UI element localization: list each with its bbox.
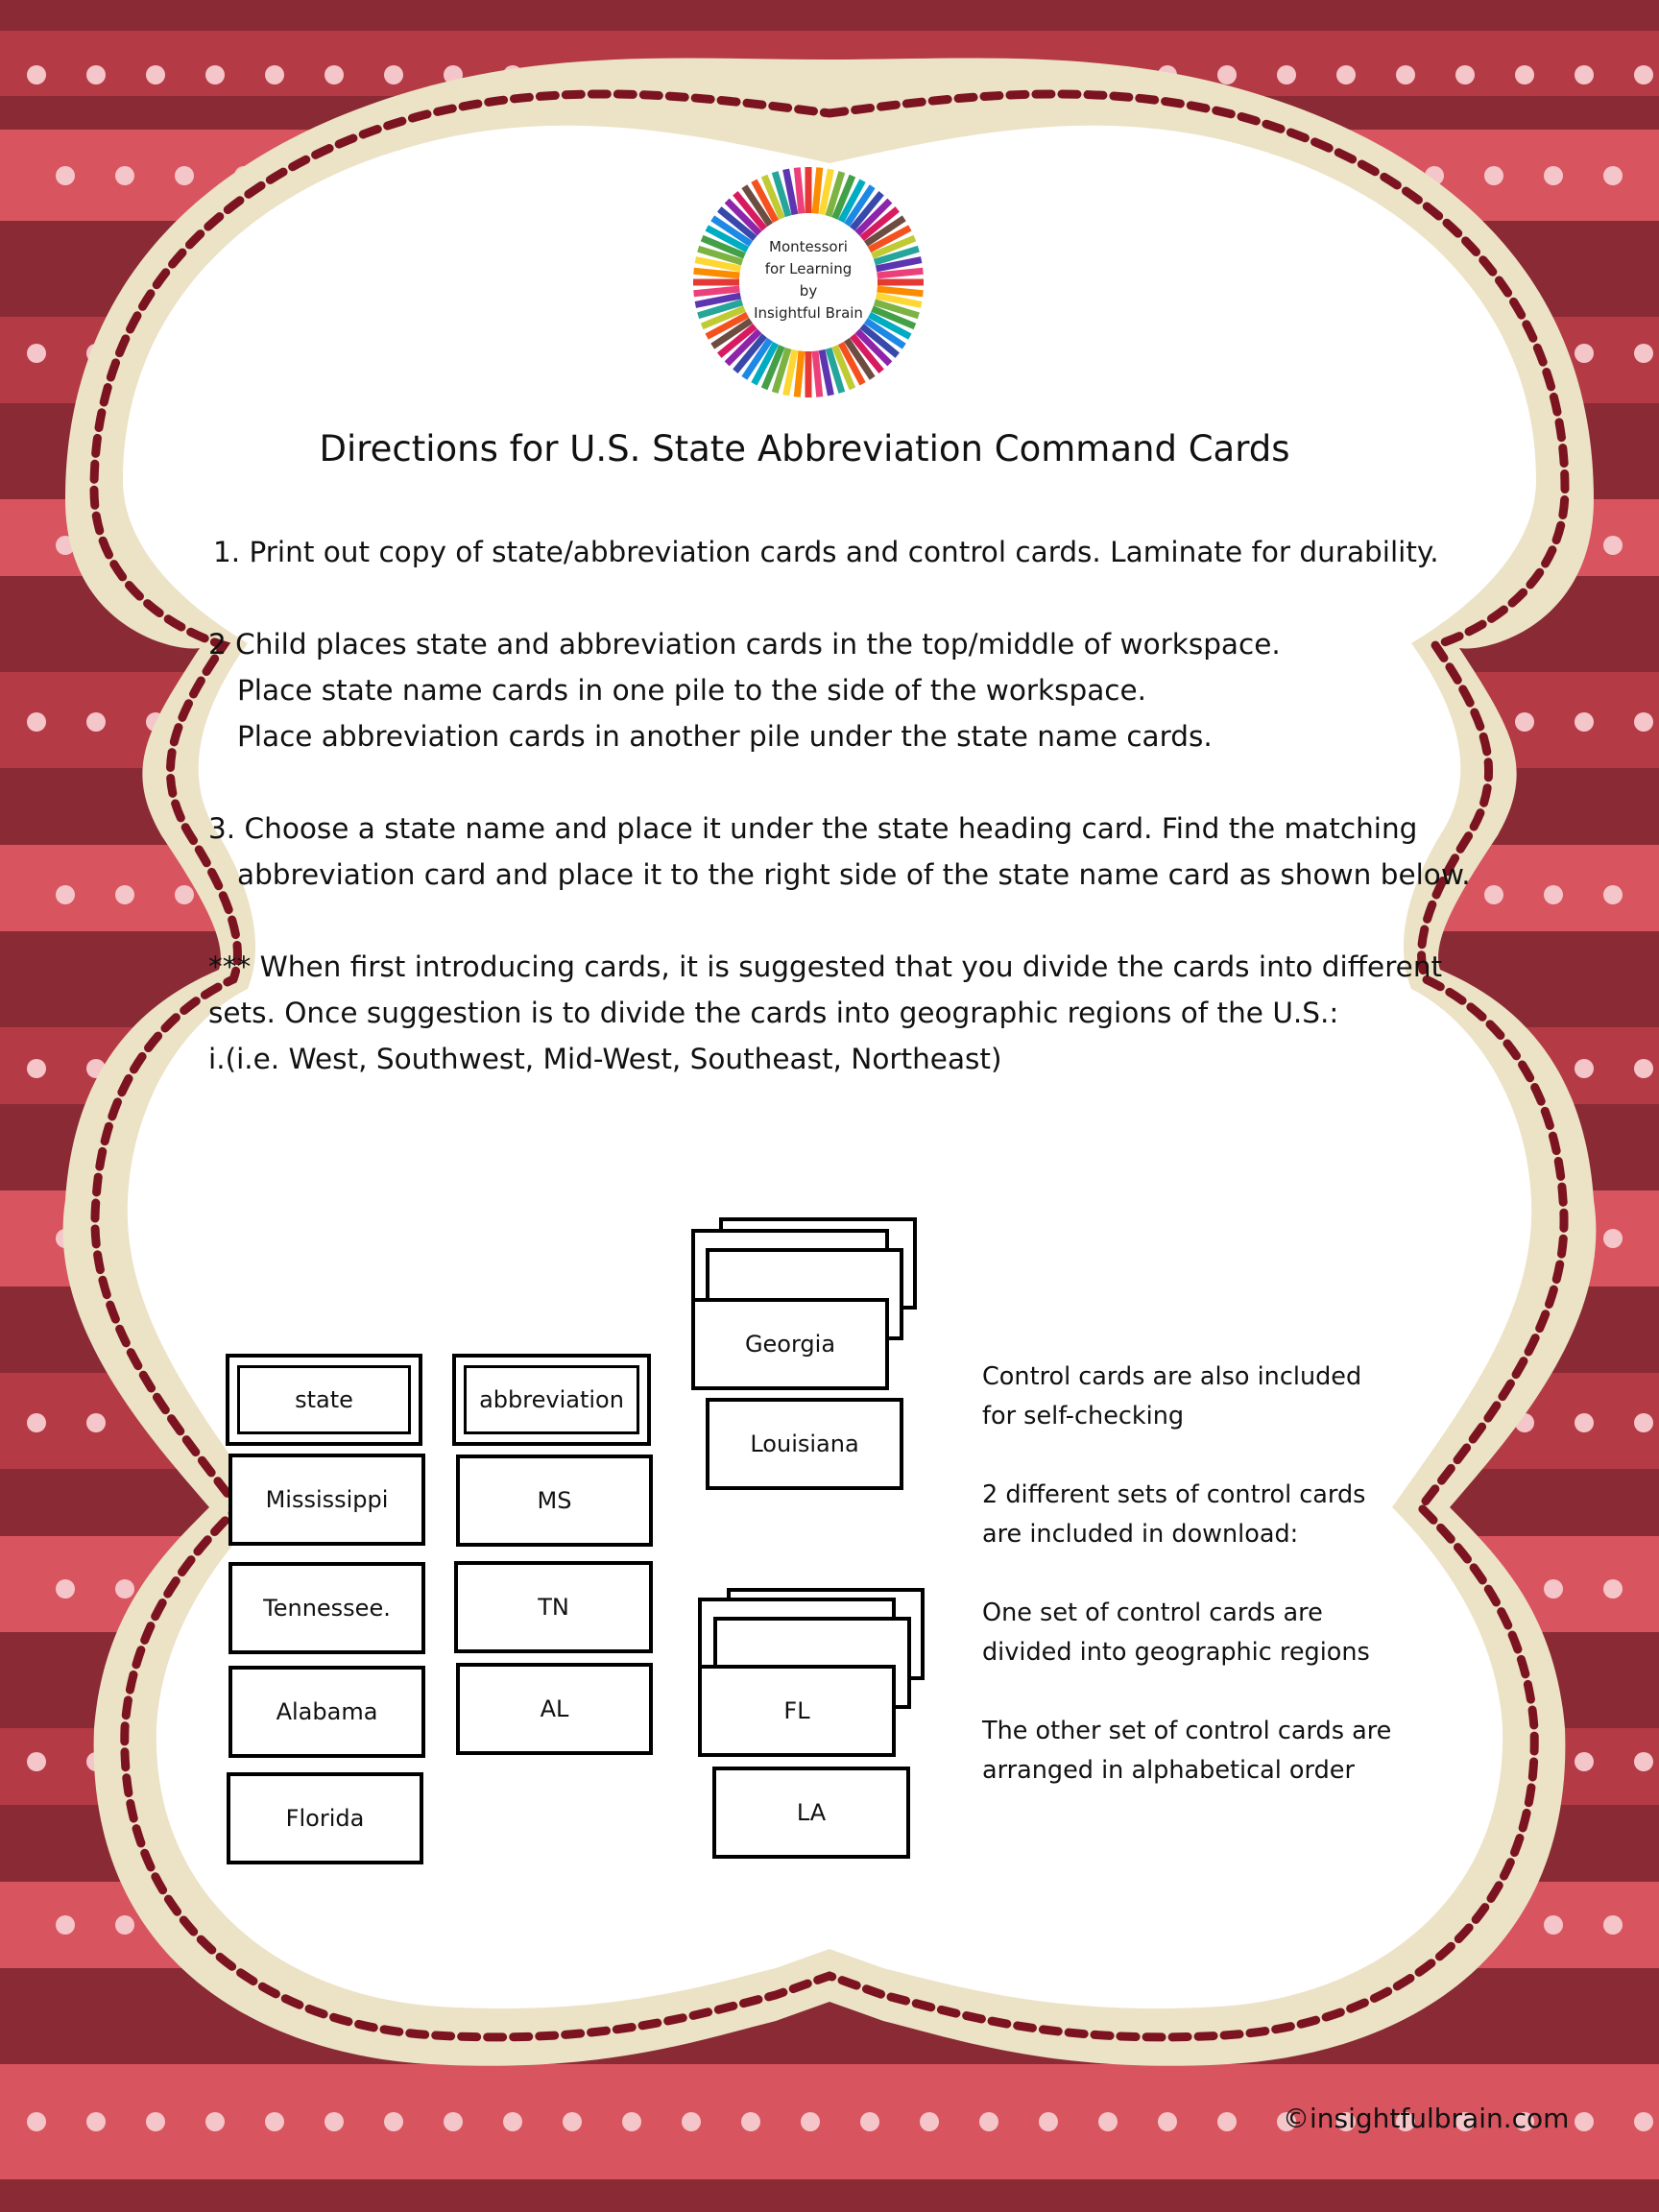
abbreviation-card (454, 1561, 653, 1653)
note-line: divided into geographic regions (982, 1638, 1370, 1667)
polka-dot (1396, 65, 1415, 84)
page-title: Directions for U.S. State Abbreviation Command Cards (319, 428, 1290, 469)
logo-line: Insightful Brain (754, 304, 863, 322)
note-line: The other set of control cards are (982, 1717, 1392, 1745)
polka-dot (175, 885, 194, 904)
polka-dot (1575, 712, 1594, 732)
state-stack-card (706, 1398, 903, 1490)
polka-dot (563, 2112, 582, 2131)
polka-dot (205, 65, 225, 84)
direction-line: abbreviation card and place it to the right side of the state name card as shown below. (237, 858, 1471, 891)
polka-dot (86, 712, 106, 732)
direction-line: 1. Print out copy of state/abbreviation cards and control cards. Laminate for durability. (213, 536, 1439, 568)
card-label: Louisiana (750, 1431, 859, 1457)
polka-dot (56, 885, 75, 904)
polka-dot (27, 1752, 46, 1771)
polka-dot (56, 166, 75, 185)
card-label: Georgia (744, 1331, 836, 1358)
polka-dot (1158, 2112, 1177, 2131)
polka-dot (1515, 65, 1534, 84)
polka-dot (384, 2112, 403, 2131)
polka-dot (682, 2112, 701, 2131)
polka-dot (1484, 885, 1503, 904)
polka-dot (1544, 885, 1563, 904)
polka-dot (27, 2112, 46, 2131)
background-stripe (0, 0, 1659, 31)
polka-dot (86, 2112, 106, 2131)
polka-dot (1575, 1413, 1594, 1432)
polka-dot (146, 2112, 165, 2131)
polka-dot (1603, 1579, 1623, 1599)
polka-dot (1603, 1229, 1623, 1248)
card-label: state (295, 1386, 353, 1413)
polka-dot (1217, 2112, 1237, 2131)
polka-dot (1575, 1059, 1594, 1078)
polka-dot (1544, 166, 1563, 185)
polka-dot (979, 2112, 998, 2131)
polka-dot (175, 166, 194, 185)
polka-dot (622, 2112, 641, 2131)
polka-dot (1575, 2112, 1594, 2131)
control-note (982, 1476, 1365, 1554)
polka-dot (1484, 166, 1503, 185)
pencil-icon (797, 351, 802, 397)
state-card (228, 1454, 425, 1546)
polka-dot (1575, 1752, 1594, 1771)
polka-dot (444, 2112, 463, 2131)
abbreviation-card (456, 1663, 653, 1755)
card-label: abbreviation (479, 1386, 624, 1413)
card-label: FL (783, 1697, 810, 1724)
card-label: Tennessee. (263, 1595, 391, 1622)
polka-dot (1634, 2112, 1653, 2131)
polka-dot (115, 1915, 134, 1935)
polka-dot (56, 1915, 75, 1935)
card-label: MS (537, 1487, 572, 1514)
control-note (982, 1358, 1361, 1436)
polka-dot (1603, 166, 1623, 185)
polka-dot (1575, 344, 1594, 363)
pencil-icon (694, 289, 740, 294)
polka-dot (1634, 712, 1653, 732)
logo-text (751, 236, 866, 325)
polka-dot (1603, 536, 1623, 555)
note-line: are included in download: (982, 1520, 1299, 1549)
card-label: AL (540, 1695, 569, 1722)
card-label: LA (796, 1799, 827, 1826)
polka-dot (1634, 344, 1653, 363)
polka-dot (86, 1413, 106, 1432)
polka-dot (205, 2112, 225, 2131)
polka-dot (1515, 712, 1534, 732)
polka-dot (1039, 2112, 1058, 2131)
logo-line: Montessori (769, 238, 848, 255)
control-note (982, 1594, 1370, 1672)
pencil-icon (878, 289, 924, 294)
polka-dot (1544, 1915, 1563, 1935)
abbreviation-heading-card (452, 1354, 651, 1446)
polka-dot (27, 1059, 46, 1078)
logo-line: by (799, 282, 818, 300)
direction-line: Place abbreviation cards in another pile under the state name cards. (237, 720, 1213, 753)
direction-line: Place state name cards in one pile to the side of the workspace. (237, 674, 1147, 707)
pencil-icon (815, 351, 820, 397)
pencil-icon (694, 271, 740, 276)
note-line: 2 different sets of control cards (982, 1480, 1366, 1509)
direction-line: 3. Choose a state name and place it under the state heading card. Find the matching (208, 812, 1418, 845)
pencil-icon (797, 168, 802, 214)
polka-dot (27, 344, 46, 363)
direction-line: i.(i.e. West, Southwest, Mid-West, Southeast, Northeast) (208, 1043, 1002, 1075)
polka-dot (1634, 1059, 1653, 1078)
polka-dot (146, 65, 165, 84)
card-label: Alabama (276, 1698, 378, 1725)
polka-dot (265, 65, 284, 84)
note-line: Control cards are also included (982, 1362, 1362, 1391)
state-card (227, 1772, 423, 1864)
card-label: TN (538, 1594, 569, 1621)
note-line: for self-checking (982, 1402, 1185, 1431)
polka-dot (27, 65, 46, 84)
card-label: Florida (285, 1805, 365, 1832)
abbreviation-stack-card (698, 1665, 896, 1757)
polka-dot (860, 2112, 879, 2131)
polka-dot (920, 2112, 939, 2131)
state-stack-card (691, 1298, 889, 1390)
pencil-icon (815, 168, 820, 214)
abbreviation-card (456, 1455, 653, 1547)
polka-dot (115, 166, 134, 185)
polka-dot (1634, 65, 1653, 84)
control-note (982, 1712, 1391, 1791)
polka-dot (503, 2112, 522, 2131)
polka-dot (1336, 65, 1356, 84)
polka-dot (1603, 1915, 1623, 1935)
polka-dot (115, 885, 134, 904)
polka-dot (1634, 1413, 1653, 1432)
direction-step-2 (208, 621, 1281, 759)
direction-line: 2 Child places state and abbreviation cards in the top/middle of workspace. (208, 628, 1281, 661)
polka-dot (325, 2112, 344, 2131)
polka-dot (1603, 885, 1623, 904)
polka-dot (1277, 65, 1296, 84)
polka-dot (741, 2112, 760, 2131)
polka-dot (1544, 1579, 1563, 1599)
pencil-icon (878, 271, 924, 276)
direction-line: *** When first introducing cards, it is suggested that you divide the cards into different (208, 950, 1443, 983)
polka-dot (27, 1413, 46, 1432)
note-line: One set of control cards are (982, 1599, 1323, 1627)
polka-dot (27, 712, 46, 732)
polka-dot (384, 65, 403, 84)
direction-line: sets. Once suggestion is to divide the cards into geographic regions of the U.S.: (208, 997, 1339, 1029)
polka-dot (1634, 1752, 1653, 1771)
polka-dot (325, 65, 344, 84)
note-line: arranged in alphabetical order (982, 1756, 1355, 1785)
polka-dot (1575, 65, 1594, 84)
logo-line: for Learning (764, 260, 853, 277)
state-card (228, 1562, 425, 1654)
direction-step-1 (213, 529, 1439, 575)
direction-note (208, 944, 1442, 1082)
background-stripe (0, 2179, 1659, 2212)
polka-dot (265, 2112, 284, 2131)
direction-step-3 (208, 805, 1471, 898)
state-card (228, 1666, 425, 1758)
polka-dot (86, 65, 106, 84)
polka-dot (801, 2112, 820, 2131)
copyright-text: ©insightfulbrain.com (1283, 2103, 1570, 2134)
polka-dot (1455, 65, 1475, 84)
polka-dot (1217, 65, 1237, 84)
polka-dot (115, 1579, 134, 1599)
card-label: Mississippi (265, 1486, 389, 1513)
polka-dot (1098, 2112, 1118, 2131)
abbreviation-stack-card (712, 1767, 910, 1859)
state-heading-card (226, 1354, 422, 1446)
polka-dot (56, 1579, 75, 1599)
